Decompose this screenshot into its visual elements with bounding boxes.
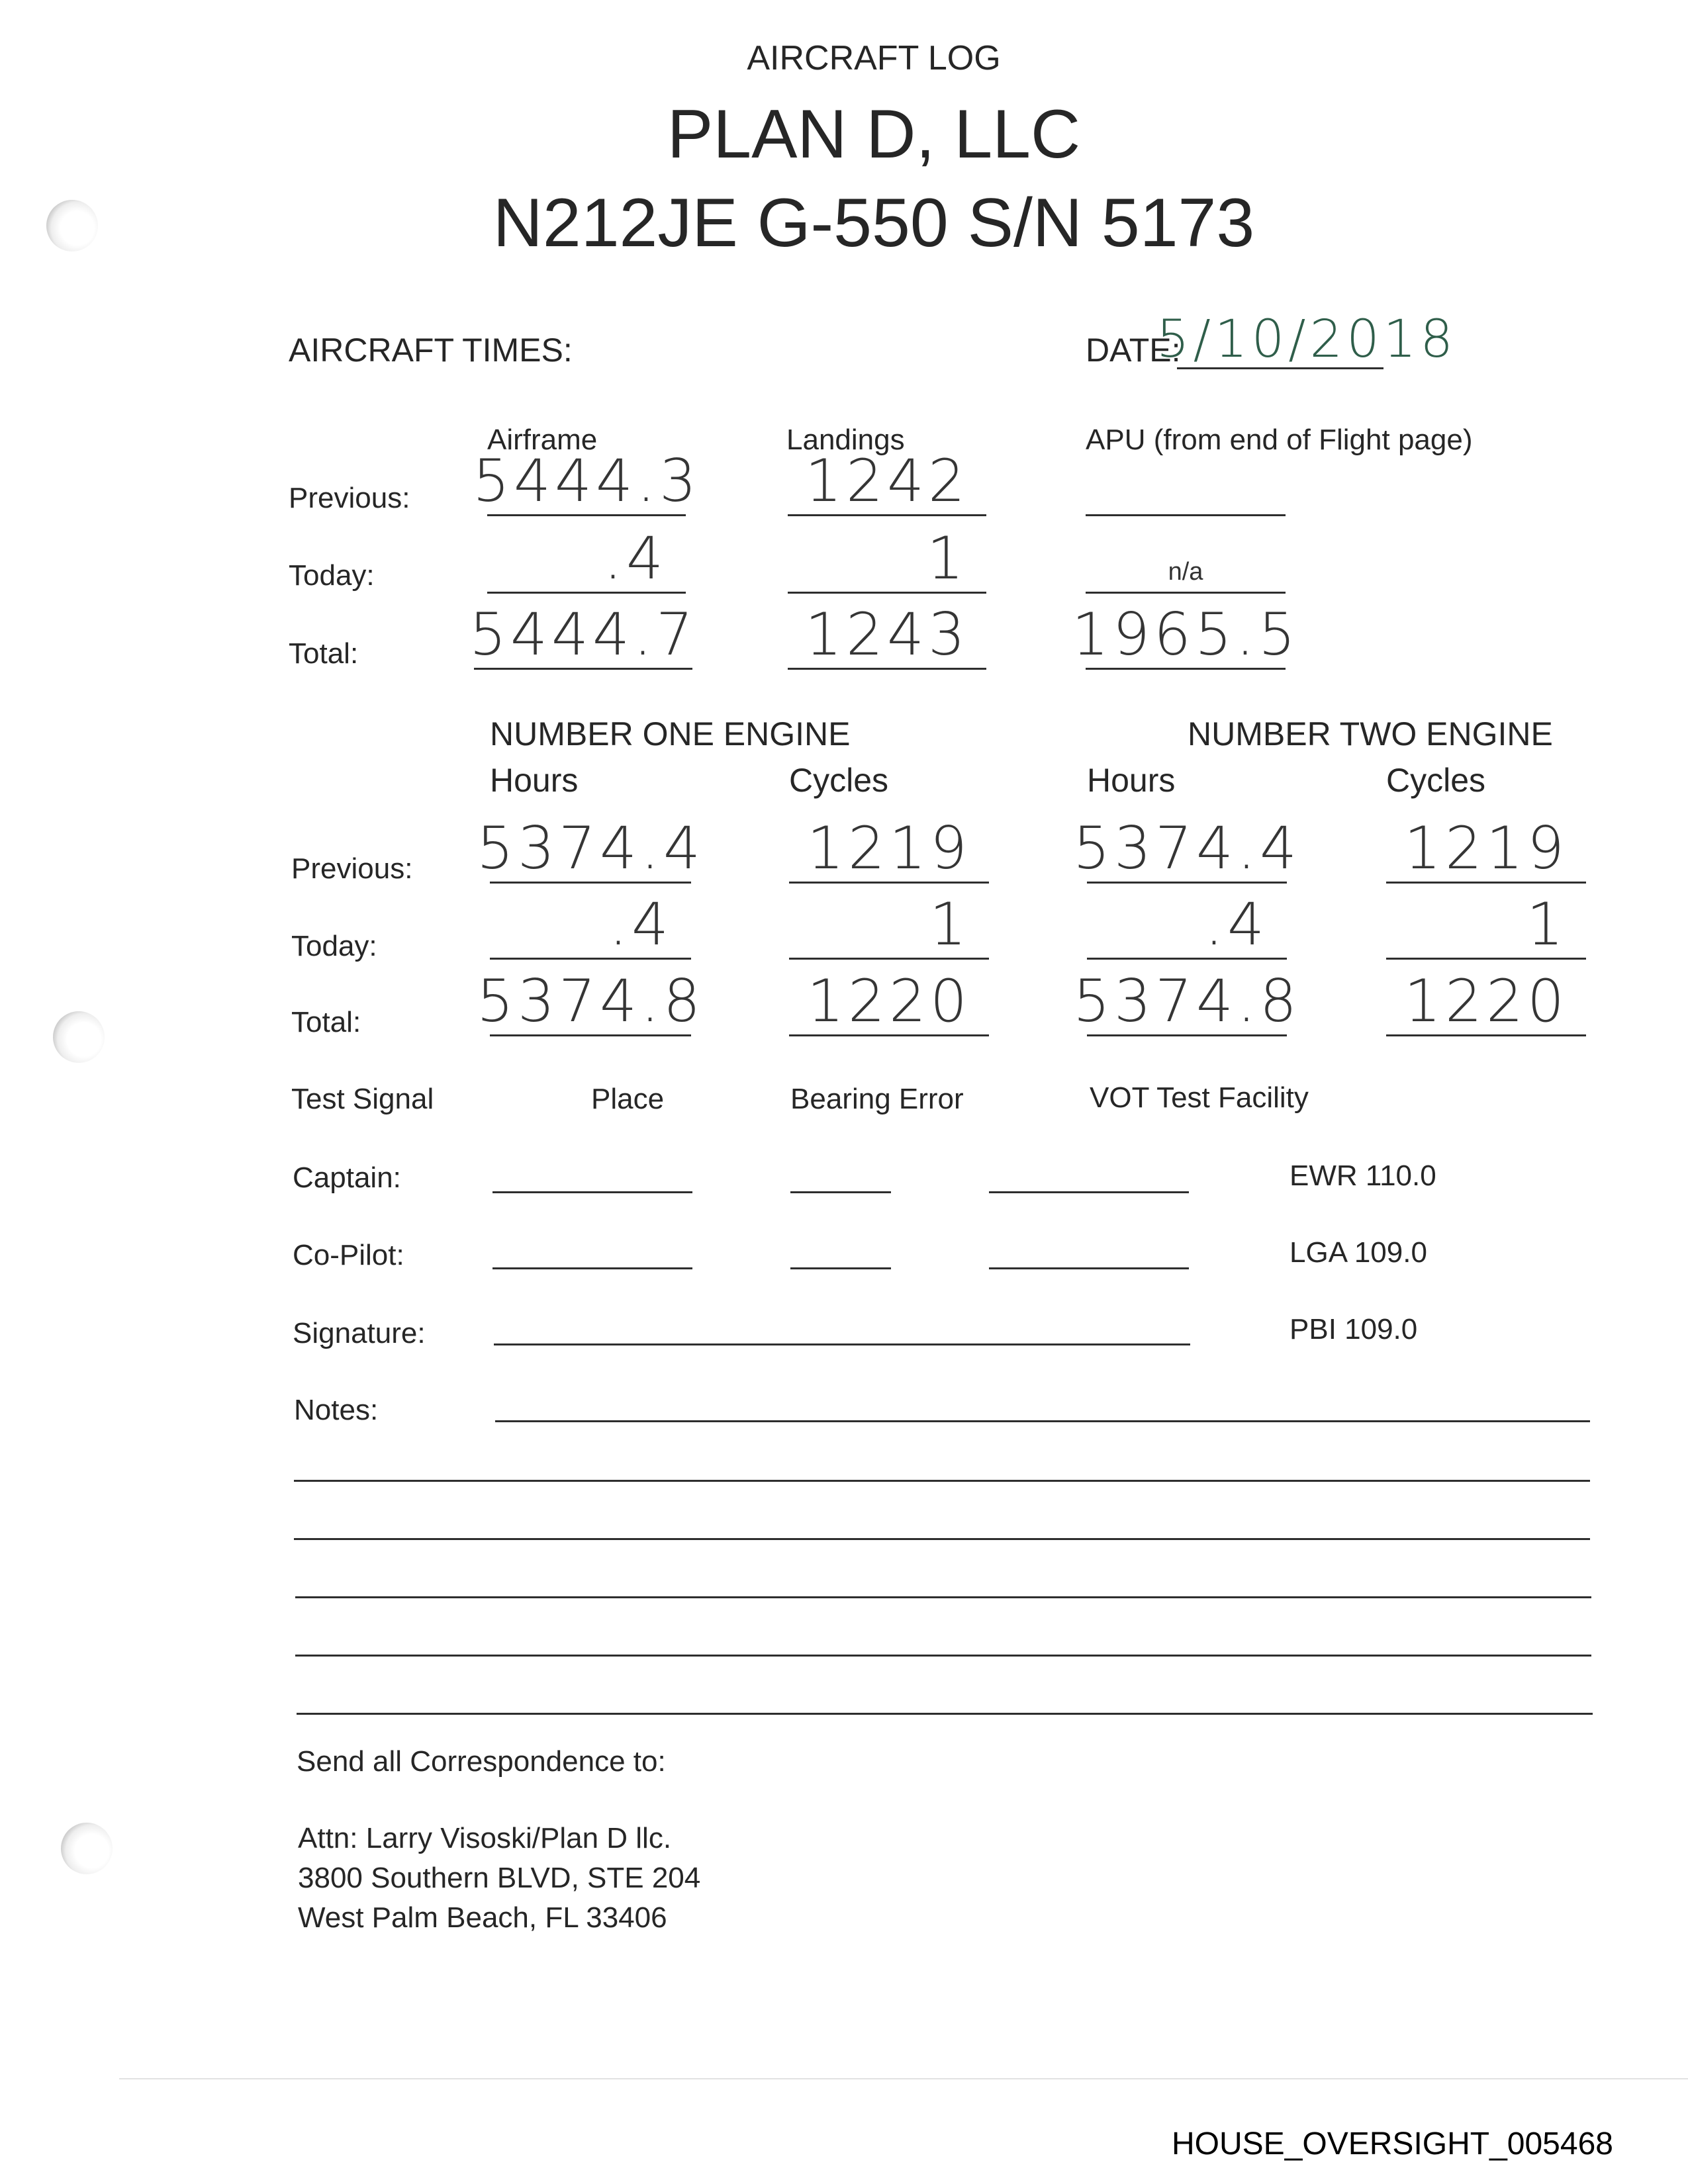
bates-number: HOUSE_OVERSIGHT_005468 [1172, 2126, 1613, 2161]
e1-hours-today-value: .4 [609, 890, 673, 958]
times-previous-label: Previous: [289, 482, 410, 514]
engine-two-cycles-header: Cycles [1386, 762, 1486, 799]
e1-hours-total-value: 5374.8 [477, 967, 704, 1035]
captain-bearing-error-field[interactable] [790, 1191, 891, 1193]
e2-cycles-today-value: 1 [1526, 890, 1568, 958]
binder-hole-bottom [61, 1823, 113, 1874]
date-underline [1177, 367, 1383, 369]
vot-facility-lga: LGA 109.0 [1289, 1236, 1427, 1269]
airframe-total-value: 5444.7 [469, 600, 697, 668]
copilot-label: Co-Pilot: [293, 1239, 404, 1271]
signature-field[interactable] [494, 1343, 1190, 1345]
e2-hours-total-value: 5374.8 [1073, 967, 1301, 1035]
e1-hours-total-field[interactable] [477, 967, 704, 1036]
landings-total-field[interactable] [788, 600, 986, 670]
engine-one-header: NUMBER ONE ENGINE [490, 715, 851, 752]
engine-two-hours-header: Hours [1087, 762, 1176, 799]
address-line-3: West Palm Beach, FL 33406 [298, 1901, 667, 1934]
company-name: PLAN D, LLC [667, 96, 1081, 173]
bearing-error-header: Bearing Error [790, 1083, 964, 1115]
form-title: AIRCRAFT LOG [747, 39, 1001, 77]
notes-line-1[interactable] [495, 1420, 1590, 1422]
airframe-today-field[interactable] [487, 524, 686, 594]
apu-previous-field[interactable] [1086, 450, 1286, 516]
date-label: DATE: [1086, 332, 1181, 369]
e1-hours-previous-field[interactable] [477, 814, 704, 884]
landings-previous-field[interactable] [788, 447, 986, 516]
times-today-label: Today: [289, 559, 375, 592]
apu-today-field[interactable] [1086, 527, 1286, 594]
e1-cycles-total-value: 1220 [807, 967, 971, 1035]
scan-edge-line [119, 2078, 1688, 2079]
landings-total-value: 1243 [805, 600, 969, 668]
notes-line-5[interactable] [295, 1655, 1591, 1657]
vot-facility-header: VOT Test Facility [1090, 1081, 1309, 1114]
engines-today-label: Today: [291, 930, 377, 962]
engine-one-cycles-header: Cycles [789, 762, 889, 799]
engine-two-header: NUMBER TWO ENGINE [1188, 715, 1553, 752]
landings-today-value: 1 [927, 524, 968, 592]
captain-label: Captain: [293, 1161, 401, 1194]
engine-one-hours-header: Hours [490, 762, 579, 799]
e1-cycles-today-field[interactable] [789, 890, 989, 960]
signature-label: Signature: [293, 1317, 426, 1349]
apu-header: APU (from end of Flight page) [1086, 424, 1473, 456]
vot-facility-ewr: EWR 110.0 [1289, 1160, 1436, 1192]
copilot-place-field[interactable] [492, 1267, 692, 1269]
e2-hours-today-value: .4 [1205, 890, 1268, 958]
e1-cycles-previous-field[interactable] [789, 814, 989, 884]
e2-hours-total-field[interactable] [1073, 967, 1301, 1036]
notes-label: Notes: [294, 1394, 379, 1426]
notes-line-4[interactable] [295, 1596, 1591, 1598]
place-header: Place [591, 1083, 665, 1115]
airframe-total-field[interactable] [469, 600, 697, 670]
vot-facility-pbi: PBI 109.0 [1289, 1313, 1418, 1345]
airframe-previous-value: 5444.3 [473, 447, 700, 515]
captain-place-field[interactable] [492, 1191, 692, 1193]
e2-cycles-previous-field[interactable] [1386, 814, 1586, 884]
e1-hours-previous-value: 5374.4 [477, 814, 704, 882]
engines-previous-label: Previous: [291, 852, 413, 885]
airframe-today-value: .4 [604, 524, 667, 592]
aircraft-identifier: N212JE G-550 S/N 5173 [492, 185, 1255, 261]
landings-today-field[interactable] [788, 524, 986, 594]
test-signal-header: Test Signal [291, 1083, 434, 1115]
copilot-vot-field[interactable] [989, 1267, 1189, 1269]
address-line-2: 3800 Southern BLVD, STE 204 [298, 1862, 701, 1894]
e2-cycles-total-field[interactable] [1386, 967, 1586, 1036]
times-total-label: Total: [289, 637, 359, 670]
e1-cycles-today-value: 1 [929, 890, 970, 958]
correspondence-label: Send all Correspondence to: [297, 1745, 666, 1778]
e1-cycles-previous-value: 1219 [807, 814, 971, 882]
landings-header: Landings [786, 424, 905, 456]
landings-previous-value: 1242 [805, 447, 969, 515]
apu-total-value: 1965.5 [1072, 600, 1299, 668]
e2-hours-today-field[interactable] [1087, 890, 1287, 960]
e2-hours-previous-field[interactable] [1073, 814, 1301, 884]
e2-cycles-today-field[interactable] [1386, 890, 1586, 960]
address-line-1: Attn: Larry Visoski/Plan D llc. [298, 1822, 672, 1854]
notes-line-6[interactable] [297, 1713, 1593, 1715]
e1-cycles-total-field[interactable] [789, 967, 989, 1036]
copilot-bearing-error-field[interactable] [790, 1267, 891, 1269]
apu-total-field[interactable] [1072, 600, 1299, 670]
apu-today-value: n/a [1168, 558, 1203, 586]
binder-hole-middle [53, 1011, 105, 1063]
airframe-header: Airframe [487, 424, 598, 456]
e2-cycles-previous-value: 1219 [1404, 814, 1568, 882]
date-value: 5/10/2018 [1156, 310, 1457, 369]
aircraft-times-label: AIRCRAFT TIMES: [289, 332, 573, 369]
e2-cycles-total-value: 1220 [1404, 967, 1568, 1035]
captain-vot-field[interactable] [989, 1191, 1189, 1193]
e2-hours-previous-value: 5374.4 [1073, 814, 1301, 882]
engines-total-label: Total: [291, 1006, 361, 1038]
notes-line-3[interactable] [294, 1538, 1590, 1540]
date-field[interactable] [1156, 303, 1457, 369]
notes-line-2[interactable] [294, 1480, 1590, 1482]
airframe-previous-field[interactable] [473, 447, 700, 516]
e1-hours-today-field[interactable] [490, 890, 691, 960]
